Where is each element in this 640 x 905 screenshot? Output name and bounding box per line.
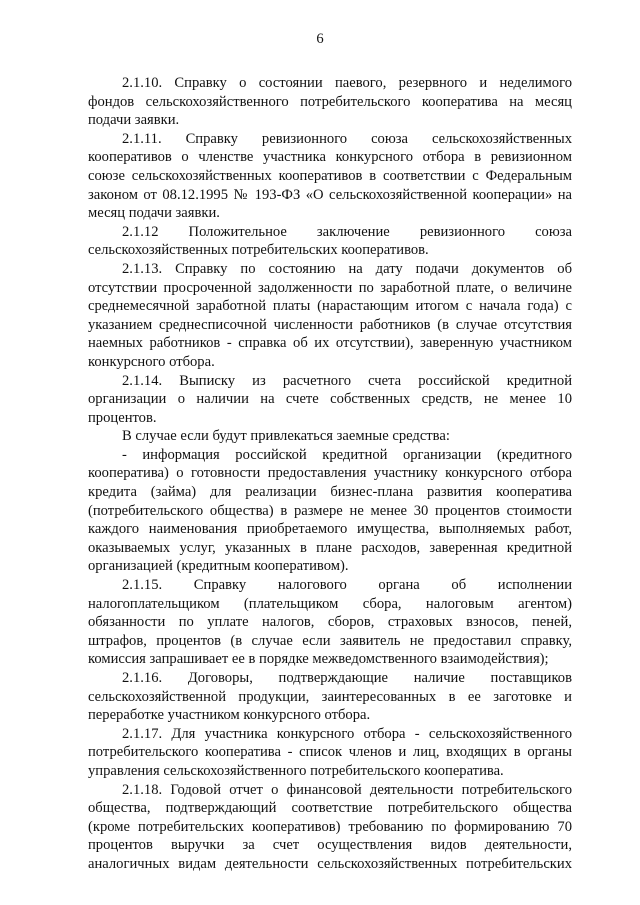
text-line: конкурсного отбора.: [88, 353, 215, 370]
text-line: (потребительского общества) в размере не менее 30 процентов стоимости: [88, 502, 572, 519]
text-line: среднемесячной заработной платы (нарастающим итогом с начала года) с: [88, 298, 572, 315]
text-line: аналогичных видам деятельности сельскохозяйственных потребительских: [88, 855, 572, 872]
text-line: общества, подтверждающий соответствие потребительского общества: [88, 800, 572, 817]
text-line: процентов.: [88, 409, 157, 426]
text-line: 2.1.12 Положительное заключение ревизионного союза: [122, 223, 572, 240]
text-line: 2.1.14. Выписку из расчетного счета российской кредитной: [122, 372, 572, 389]
text-line: подачи заявки.: [88, 112, 180, 129]
text-line: процентов выручки за счет осуществления видов деятельности,: [88, 837, 572, 854]
text-line: фондов сельскохозяйственного потребительского кооператива на месяц: [88, 93, 572, 110]
text-line: кооперативов о членстве участника конкурсного отбора в ревизионном: [88, 149, 572, 166]
text-line: управления сельскохозяйственного потребительского кооператива.: [88, 762, 504, 779]
text-line: налогоплательщиком (плательщиком сбора, налоговым агентом): [88, 595, 572, 612]
page-number: 6: [316, 31, 324, 47]
text-line: указанием среднесписочной численности работников (в случае отсутствия: [88, 316, 572, 333]
text-line: обязанности по уплате налогов, сборов, страховых взносов, пеней,: [88, 614, 572, 631]
text-line: 2.1.10. Справку о состоянии паевого, резервного и неделимого: [122, 75, 572, 91]
text-line: 2.1.11. Справку ревизионного союза сельскохозяйственных: [122, 130, 572, 147]
text-line: переработке участником конкурсного отбора.: [88, 707, 371, 724]
document-body: [88, 74, 572, 874]
text-line: кредита (займа) для реализации бизнес-плана развития кооператива: [88, 484, 572, 501]
text-line: законом от 08.12.1995 № 193-ФЗ «О сельскохозяйственной кооперации» на: [88, 186, 572, 203]
text-line: штрафов, процентов (в случае если заявитель не предоставил справку,: [88, 632, 572, 649]
text-line: 2.1.18. Годовой отчет о финансовой деятельности потребительского: [122, 781, 572, 798]
text-line: каждого наименования приобретаемого имущества, выполняемых работ,: [88, 521, 572, 538]
text-line: 2.1.17. Для участника конкурсного отбора - сельскохозяйственного: [122, 725, 572, 742]
text-line: союзе сельскохозяйственных кооперативов в соответствии с Федеральным: [88, 167, 572, 184]
text-line: потребительского кооператива - список членов и лиц, входящих в органы: [88, 744, 572, 761]
text-line: отсутствии просроченной задолженности по заработной плате, о величине: [88, 279, 572, 296]
text-line: 2.1.15. Справку налогового органа об исполнении: [122, 577, 572, 594]
text-line: кооператива) о готовности предоставления участнику конкурсного отбора: [88, 465, 572, 482]
text-line: (кроме потребительских кооперативов) требованию по формированию 70: [88, 818, 572, 835]
text-line: наемных работников - справка об их отсутствии), заверенную участником: [88, 335, 572, 352]
text-line: организации о наличии на счете собственных средств, не менее 10: [88, 391, 572, 408]
text-line: - информация российской кредитной организации (кредитного: [122, 446, 572, 463]
text-line: 2.1.16. Договоры, подтверждающие наличие поставщиков: [122, 670, 572, 686]
text-line: оказываемых услуг, указанных в плане расходов, заверенная кредитной: [88, 539, 572, 556]
text-line: месяц подачи заявки.: [88, 205, 220, 222]
text-line: 2.1.13. Справку по состоянию на дату подачи документов об: [122, 260, 572, 277]
text-line: сельскохозяйственных потребительских кооперативов.: [88, 242, 429, 259]
text-line: комиссия запрашивает ее в порядке межведомственного взаимодействия);: [88, 651, 549, 668]
text-line: В случае если будут привлекаться заемные средства:: [122, 428, 450, 445]
text-line: сельскохозяйственной продукции, заинтересованных в ее заготовке и: [88, 688, 572, 705]
text-line: организацией (кредитным кооперативом).: [88, 558, 349, 575]
